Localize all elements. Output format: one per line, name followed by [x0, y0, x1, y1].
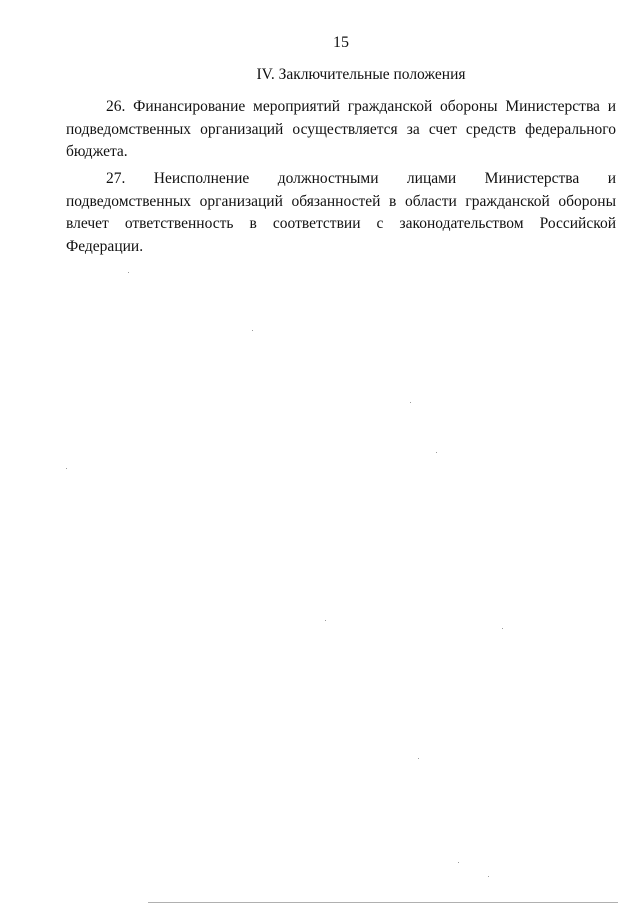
scan-speck: [252, 330, 253, 331]
page-number: 15: [333, 34, 349, 51]
scan-speck: [502, 628, 503, 629]
scan-speck: [488, 876, 489, 877]
scan-speck: [436, 452, 437, 453]
scan-speck: [128, 272, 129, 273]
page-bottom-edge: [148, 902, 618, 903]
paragraph-26: 26. Финансирование мероприятий гражданской обороны Министерства и подведомственных организаций осуществляется за счет средств федерального бюджета.: [66, 98, 616, 160]
scan-speck: [410, 402, 411, 403]
paragraph-27: 27. Неисполнение должностными лицами Министерства и подведомственных организаций обязанностей в области гражданской обороны влечет ответственность в соответствии с законодательством Российской Федерации.: [66, 170, 616, 255]
scan-speck: [325, 620, 326, 621]
scan-speck: [458, 862, 459, 863]
scan-speck: [418, 758, 419, 759]
section-heading: IV. Заключительные положения: [256, 66, 466, 83]
scan-speck: [66, 468, 67, 469]
